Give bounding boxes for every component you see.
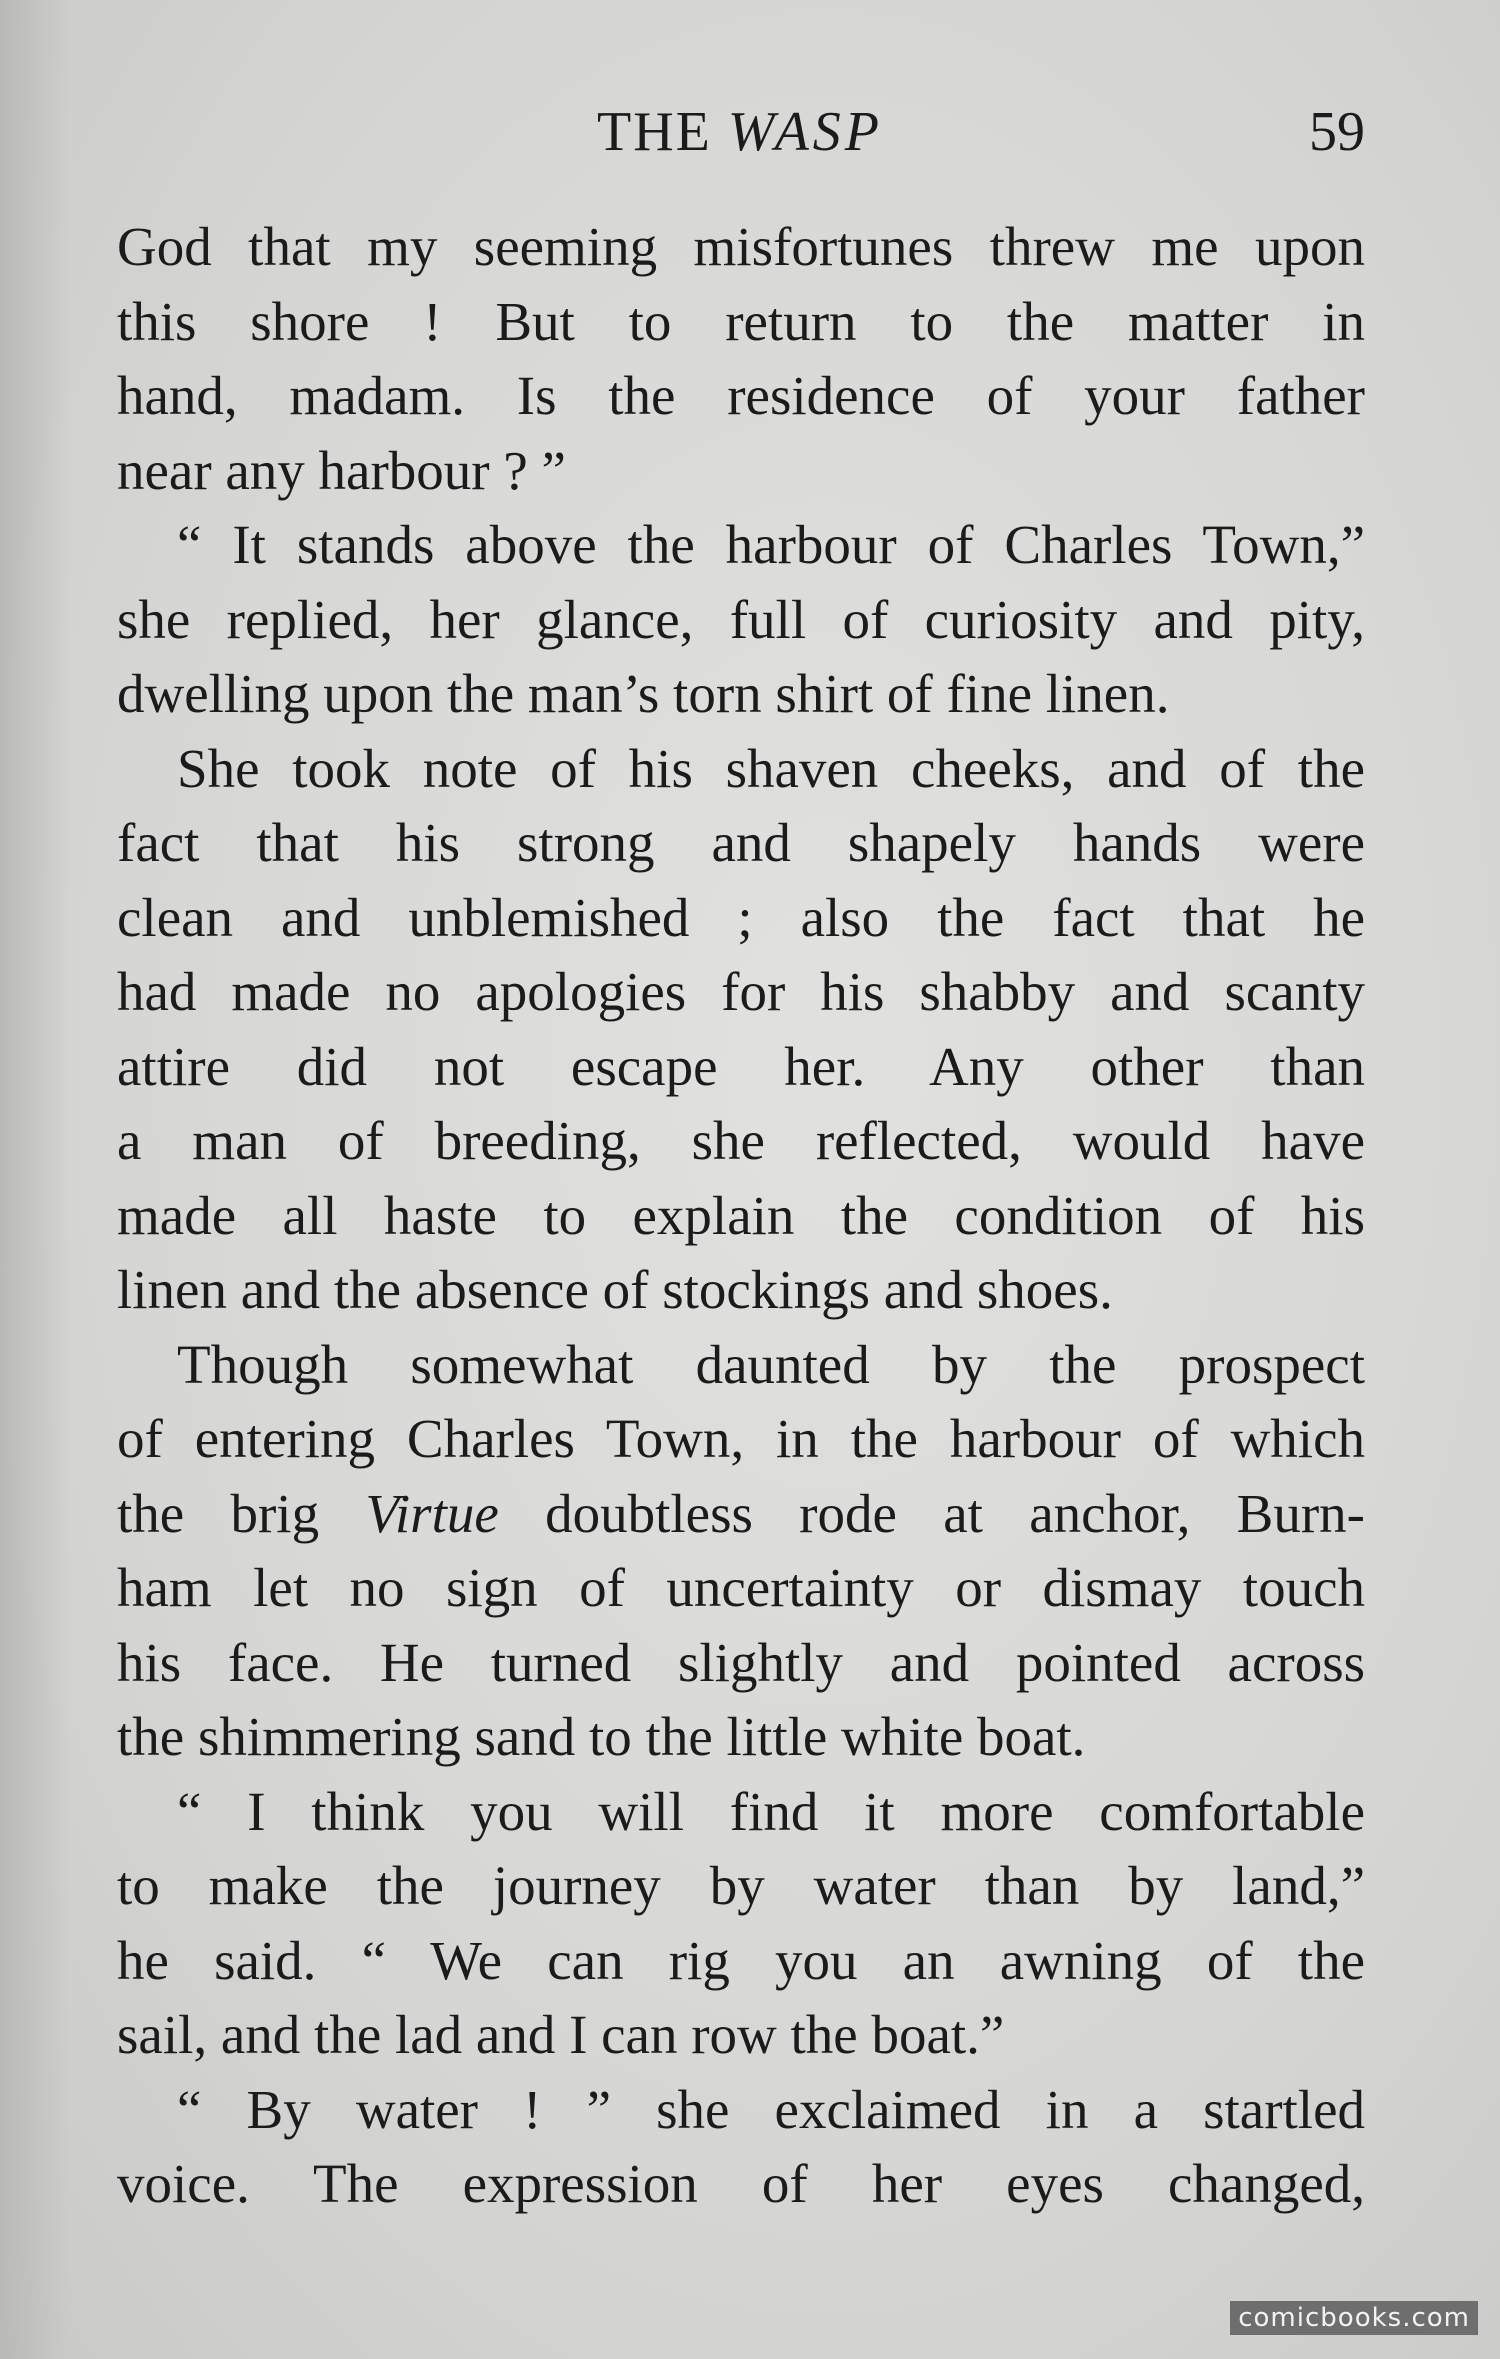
text-line-content: Though somewhat daunted by the prospect [177,1333,1365,1395]
text-line [117,583,1365,658]
text-line [117,285,1365,360]
page-number: 59 [1309,101,1365,163]
page-gutter-shadow [0,0,70,2359]
text-line-content: the shimmering sand to the little white boat. [117,1706,1086,1767]
text-line [117,1626,1365,1701]
text-line-content: made all haste to explain the condition of his [117,1184,1365,1246]
running-head-title-italic: WASP [727,101,883,163]
text-line [117,1104,1365,1179]
text-line [117,806,1365,881]
text-line-content: ham let no sign of uncertainty or dismay touch [117,1557,1365,1618]
text-line [117,1402,1365,1477]
running-head-title-prefix: THE [596,101,712,163]
text-line-content: clean and unblemished ; also the fact that he [117,886,1365,948]
text-line-content: near any harbour ? ” [117,439,566,501]
text-line-content: a man of breeding, she reflected, would have [117,1110,1365,1171]
text-line [117,955,1365,1030]
text-line [117,1849,1365,1924]
text-line [117,1030,1365,1105]
text-line [117,1551,1365,1626]
text-line-content: hand, madam. Is the residence of your father [117,365,1365,426]
text-line [117,210,1365,285]
body-text [117,210,1365,2222]
text-line [117,2147,1365,2222]
text-line [117,881,1365,956]
text-line-content: fact that his strong and shapely hands were [117,812,1365,873]
text-line [117,2073,1365,2148]
text-line [117,359,1365,434]
text-line-content: “ I think you will find it more comfortable [177,1780,1365,1842]
text-line-content: She took note of his shaven cheeks, and of the [177,737,1365,799]
text-line-content: she replied, her glance, full of curiosity and pity, [117,588,1365,650]
text-line [117,657,1365,732]
text-line-content: to make the journey by water than by land,” [117,1855,1365,1916]
text-line-content: this shore ! But to return to the matter in [117,290,1365,352]
text-line-content: of entering Charles Town, in the harbour of which [117,1408,1365,1469]
text-line [117,1924,1365,1999]
text-line [117,1179,1365,1254]
text-line [117,508,1365,583]
text-line [117,1328,1365,1403]
text-line-content: his face. He turned slightly and pointed across [117,1631,1365,1693]
running-head-title [115,92,1365,172]
text-line-continuation: doubtless rode at anchor, Burn- [498,1482,1365,1544]
text-line [117,1477,1365,1552]
text-line [117,1700,1365,1775]
text-line [117,1253,1365,1328]
text-line-content: had made no apologies for his shabby and scanty [117,961,1365,1022]
italic-ship-name: Virtue [365,1482,499,1544]
text-line-content: “ By water ! ” she exclaimed in a startled [177,2078,1365,2140]
text-line-content: linen and the absence of stockings and shoes. [117,1259,1113,1320]
text-line-content: “ It stands above the harbour of Charles Town,” [177,514,1365,575]
text-line [117,434,1365,509]
text-line-content: sail, and the lad and I can row the boat.” [117,2004,1005,2065]
text-line [117,732,1365,807]
text-line [117,1998,1365,2073]
text-line-content: dwelling upon the man’s torn shirt of fine linen. [117,663,1170,724]
text-line-content: voice. The expression of her eyes changed, [117,2153,1365,2214]
text-line-content: attire did not escape her. Any other than [117,1035,1365,1097]
running-head [115,92,1365,172]
text-line [117,1775,1365,1850]
text-line-content: he said. “ We can rig you an awning of the [117,1929,1365,1991]
text-line-content: God that my seeming misfortunes threw me upon [117,216,1365,277]
text-line-content: the brig [117,1482,366,1544]
watermark: comicbooks.com [1230,2301,1478,2335]
